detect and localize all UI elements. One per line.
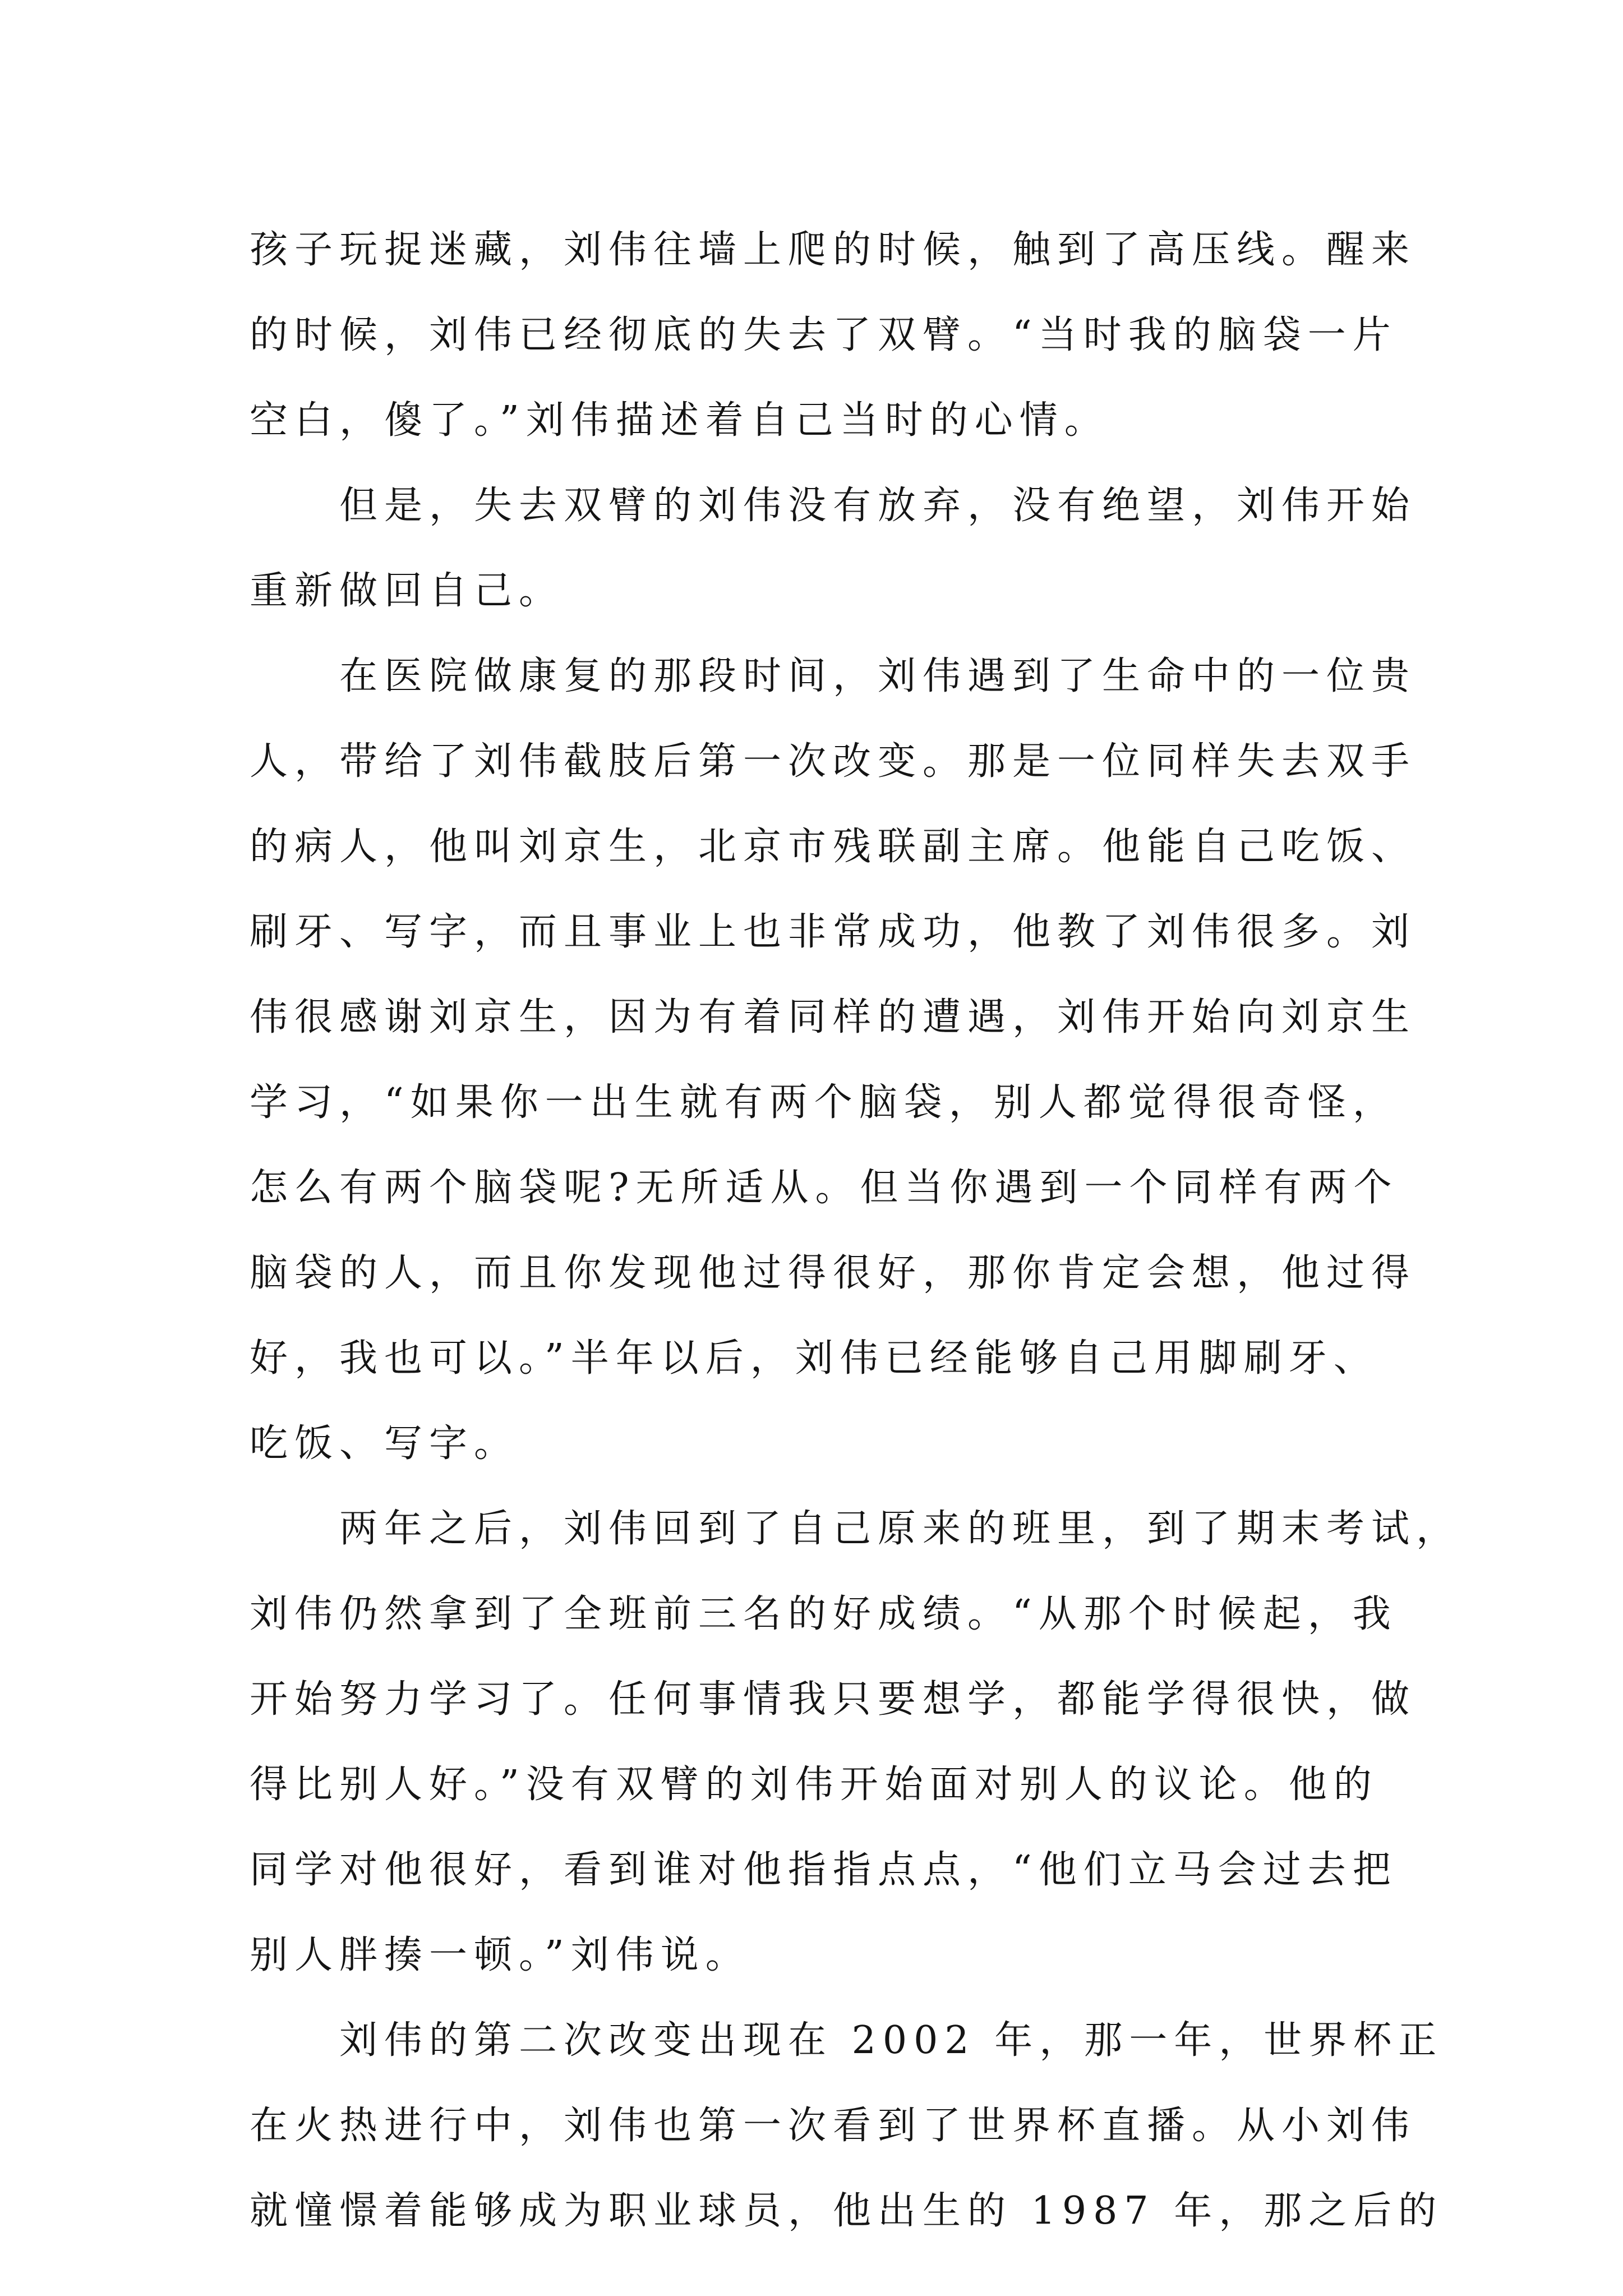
text-line: 人，带给了刘伟截肢后第一次改变。那是一位同样失去双手 — [250, 739, 1417, 784]
text-line: 好，我也可以。”半年以后，刘伟已经能够自己用脚刷牙、 — [250, 1336, 1378, 1381]
text-line: 学习，“如果你一出生就有两个脑袋，别人都觉得很奇怪， — [250, 1080, 1398, 1125]
text-line: 就憧憬着能够成为职业球员，他出生的 1987 年，那之后的 — [250, 2189, 1444, 2233]
text-line: 空白，傻了。”刘伟描述着自己当时的心情。 — [250, 398, 1109, 443]
text-line: 的时候，刘伟已经彻底的失去了双臂。“当时我的脑袋一片 — [250, 313, 1398, 357]
text-line: 刘伟仍然拿到了全班前三名的好成绩。“从那个时候起，我 — [250, 1592, 1398, 1636]
text-line: 同学对他很好，看到谁对他指指点点，“他们立马会过去把 — [250, 1848, 1398, 1892]
text-line: 得比别人好。”没有双臂的刘伟开始面对别人的议论。他的 — [250, 1763, 1378, 1807]
text-line: 孩子玩捉迷藏，刘伟往墙上爬的时候，触到了高压线。醒来 — [250, 228, 1417, 272]
body-text — [250, 208, 1461, 2254]
text-line: 两年之后，刘伟回到了自己原来的班里，到了期末考试， — [250, 1507, 1461, 1551]
text-line: 伟很感谢刘京生，因为有着同样的遭遇，刘伟开始向刘京生 — [250, 995, 1417, 1039]
text-line: 吃饭、写字。 — [250, 1421, 519, 1466]
text-line: 重新做回自己。 — [250, 569, 564, 613]
text-line: 怎么有两个脑袋呢?无所适从。但当你遇到一个同样有两个 — [250, 1166, 1399, 1210]
text-line: 开始努力学习了。任何事情我只要想学，都能学得很快，做 — [250, 1677, 1417, 1722]
text-line: 脑袋的人，而且你发现他过得很好，那你肯定会想，他过得 — [250, 1251, 1417, 1295]
text-line: 的病人，他叫刘京生，北京市残联副主席。他能自己吃饭、 — [250, 825, 1417, 869]
text-line: 在医院做康复的那段时间，刘伟遇到了生命中的一位贵 — [250, 654, 1417, 698]
text-line: 但是，失去双臂的刘伟没有放弃，没有绝望，刘伟开始 — [250, 484, 1417, 528]
text-line: 刘伟的第二次改变出现在 2002 年，那一年，世界杯正 — [250, 2018, 1444, 2063]
text-line: 别人胖揍一顿。”刘伟说。 — [250, 1933, 750, 1977]
text-line: 在火热进行中，刘伟也第一次看到了世界杯直播。从小刘伟 — [250, 2104, 1417, 2148]
text-line: 刷牙、写字，而且事业上也非常成功，他教了刘伟很多。刘 — [250, 910, 1417, 954]
